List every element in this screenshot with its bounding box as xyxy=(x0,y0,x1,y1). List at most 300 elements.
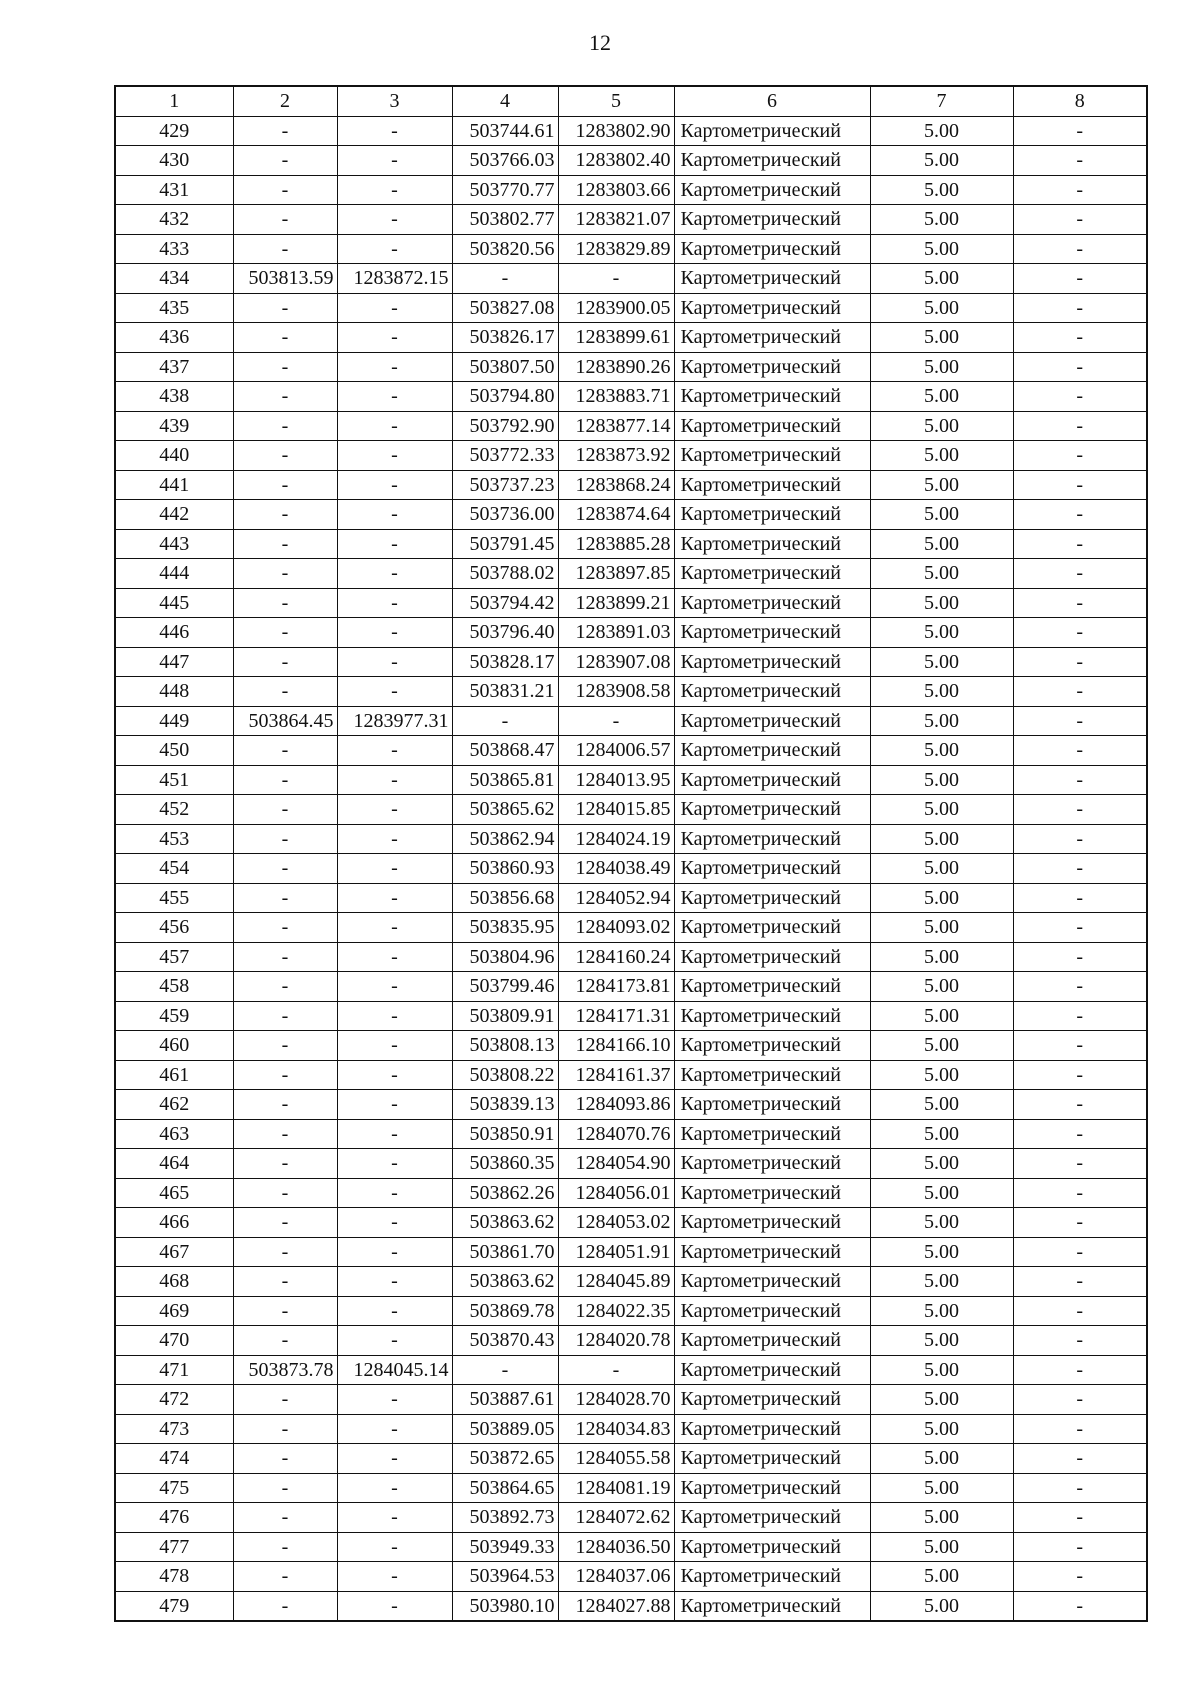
new-y-cell: 1284045.89 xyxy=(558,1267,674,1297)
point-number-cell: 450 xyxy=(115,736,233,766)
point-number-cell: 443 xyxy=(115,529,233,559)
old-y-cell: - xyxy=(337,824,452,854)
accuracy-cell: 5.00 xyxy=(870,175,1013,205)
new-y-cell: 1284160.24 xyxy=(558,942,674,972)
old-x-cell: - xyxy=(233,323,337,353)
method-cell: Картометрический xyxy=(674,264,870,294)
method-cell: Картометрический xyxy=(674,175,870,205)
new-y-cell: 1284052.94 xyxy=(558,883,674,913)
new-y-cell: 1284054.90 xyxy=(558,1149,674,1179)
note-cell: - xyxy=(1013,913,1147,943)
old-y-cell: - xyxy=(337,323,452,353)
accuracy-cell: 5.00 xyxy=(870,1031,1013,1061)
old-x-cell: - xyxy=(233,1237,337,1267)
point-number-cell: 456 xyxy=(115,913,233,943)
old-y-cell: - xyxy=(337,1385,452,1415)
table-row xyxy=(115,677,1147,707)
note-cell: - xyxy=(1013,677,1147,707)
point-number-cell: 460 xyxy=(115,1031,233,1061)
point-number-cell: 475 xyxy=(115,1473,233,1503)
new-y-cell: 1284013.95 xyxy=(558,765,674,795)
note-cell: - xyxy=(1013,441,1147,471)
new-x-cell: 503860.93 xyxy=(452,854,558,884)
method-cell: Картометрический xyxy=(674,1355,870,1385)
accuracy-cell: 5.00 xyxy=(870,677,1013,707)
new-y-cell: 1284036.50 xyxy=(558,1532,674,1562)
new-x-cell: 503868.47 xyxy=(452,736,558,766)
new-y-cell: 1284055.58 xyxy=(558,1444,674,1474)
note-cell: - xyxy=(1013,470,1147,500)
new-x-cell: 503766.03 xyxy=(452,146,558,176)
note-cell: - xyxy=(1013,883,1147,913)
old-y-cell: - xyxy=(337,588,452,618)
point-number-cell: 472 xyxy=(115,1385,233,1415)
note-cell: - xyxy=(1013,1532,1147,1562)
old-y-cell: - xyxy=(337,146,452,176)
point-number-cell: 471 xyxy=(115,1355,233,1385)
old-x-cell: - xyxy=(233,795,337,825)
table-row xyxy=(115,1001,1147,1031)
new-x-cell: 503772.33 xyxy=(452,441,558,471)
accuracy-cell: 5.00 xyxy=(870,795,1013,825)
note-cell: - xyxy=(1013,1060,1147,1090)
new-y-cell: 1283868.24 xyxy=(558,470,674,500)
new-x-cell: 503791.45 xyxy=(452,529,558,559)
new-y-cell: 1283885.28 xyxy=(558,529,674,559)
accuracy-cell: 5.00 xyxy=(870,529,1013,559)
accuracy-cell: 5.00 xyxy=(870,293,1013,323)
note-cell: - xyxy=(1013,1001,1147,1031)
note-cell: - xyxy=(1013,323,1147,353)
old-x-cell: - xyxy=(233,1385,337,1415)
point-number-cell: 432 xyxy=(115,205,233,235)
table-row xyxy=(115,765,1147,795)
method-cell: Картометрический xyxy=(674,706,870,736)
method-cell: Картометрический xyxy=(674,618,870,648)
old-x-cell: - xyxy=(233,824,337,854)
old-x-cell: - xyxy=(233,382,337,412)
accuracy-cell: 5.00 xyxy=(870,1473,1013,1503)
table-row xyxy=(115,1237,1147,1267)
new-x-cell: 503887.61 xyxy=(452,1385,558,1415)
note-cell: - xyxy=(1013,1237,1147,1267)
accuracy-cell: 5.00 xyxy=(870,972,1013,1002)
old-x-cell: - xyxy=(233,1060,337,1090)
table-row xyxy=(115,588,1147,618)
old-x-cell: - xyxy=(233,1414,337,1444)
old-x-cell: - xyxy=(233,146,337,176)
old-y-cell: - xyxy=(337,1532,452,1562)
new-x-cell: 503807.50 xyxy=(452,352,558,382)
method-cell: Картометрический xyxy=(674,1149,870,1179)
new-x-cell: 503863.62 xyxy=(452,1267,558,1297)
new-y-cell: 1283821.07 xyxy=(558,205,674,235)
new-x-cell: 503831.21 xyxy=(452,677,558,707)
note-cell: - xyxy=(1013,1326,1147,1356)
point-number-cell: 465 xyxy=(115,1178,233,1208)
point-number-cell: 466 xyxy=(115,1208,233,1238)
note-cell: - xyxy=(1013,234,1147,264)
method-cell: Картометрический xyxy=(674,116,870,146)
new-y-cell: - xyxy=(558,264,674,294)
new-y-cell: 1284081.19 xyxy=(558,1473,674,1503)
note-cell: - xyxy=(1013,1090,1147,1120)
old-y-cell: - xyxy=(337,1060,452,1090)
table-row xyxy=(115,647,1147,677)
note-cell: - xyxy=(1013,765,1147,795)
method-cell: Картометрический xyxy=(674,1031,870,1061)
new-y-cell: 1283803.66 xyxy=(558,175,674,205)
method-cell: Картометрический xyxy=(674,1562,870,1592)
accuracy-cell: 5.00 xyxy=(870,1591,1013,1621)
new-y-cell: 1283890.26 xyxy=(558,352,674,382)
new-x-cell: 503861.70 xyxy=(452,1237,558,1267)
new-y-cell: 1283802.40 xyxy=(558,146,674,176)
old-x-cell: - xyxy=(233,205,337,235)
point-number-cell: 457 xyxy=(115,942,233,972)
old-y-cell: - xyxy=(337,1444,452,1474)
note-cell: - xyxy=(1013,854,1147,884)
new-x-cell: 503980.10 xyxy=(452,1591,558,1621)
table-row xyxy=(115,1444,1147,1474)
new-y-cell: 1283891.03 xyxy=(558,618,674,648)
old-y-cell: - xyxy=(337,1208,452,1238)
new-y-cell: 1284028.70 xyxy=(558,1385,674,1415)
method-cell: Картометрический xyxy=(674,234,870,264)
accuracy-cell: 5.00 xyxy=(870,883,1013,913)
accuracy-cell: 5.00 xyxy=(870,1562,1013,1592)
old-x-cell: - xyxy=(233,1503,337,1533)
old-x-cell: - xyxy=(233,972,337,1002)
method-cell: Картометрический xyxy=(674,205,870,235)
method-cell: Картометрический xyxy=(674,559,870,589)
old-y-cell: - xyxy=(337,972,452,1002)
new-y-cell: 1283829.89 xyxy=(558,234,674,264)
method-cell: Картометрический xyxy=(674,647,870,677)
old-y-cell: - xyxy=(337,913,452,943)
header-cell: 8 xyxy=(1013,86,1147,116)
accuracy-cell: 5.00 xyxy=(870,1119,1013,1149)
method-cell: Картометрический xyxy=(674,382,870,412)
new-x-cell: 503796.40 xyxy=(452,618,558,648)
accuracy-cell: 5.00 xyxy=(870,1090,1013,1120)
accuracy-cell: 5.00 xyxy=(870,146,1013,176)
accuracy-cell: 5.00 xyxy=(870,854,1013,884)
method-cell: Картометрический xyxy=(674,1532,870,1562)
note-cell: - xyxy=(1013,1119,1147,1149)
old-x-cell: - xyxy=(233,1326,337,1356)
table-row xyxy=(115,1296,1147,1326)
accuracy-cell: 5.00 xyxy=(870,1001,1013,1031)
page-number: 12 xyxy=(589,30,611,55)
method-cell: Картометрический xyxy=(674,913,870,943)
table-row xyxy=(115,1149,1147,1179)
old-x-cell: - xyxy=(233,618,337,648)
header-cell: 1 xyxy=(115,86,233,116)
table-row xyxy=(115,559,1147,589)
old-y-cell: - xyxy=(337,1119,452,1149)
table-row xyxy=(115,382,1147,412)
accuracy-cell: 5.00 xyxy=(870,1355,1013,1385)
old-x-cell: - xyxy=(233,1149,337,1179)
table-row xyxy=(115,913,1147,943)
old-x-cell: - xyxy=(233,1267,337,1297)
old-x-cell: - xyxy=(233,647,337,677)
new-x-cell: 503736.00 xyxy=(452,500,558,530)
old-y-cell: - xyxy=(337,1473,452,1503)
note-cell: - xyxy=(1013,1503,1147,1533)
method-cell: Картометрический xyxy=(674,1178,870,1208)
point-number-cell: 455 xyxy=(115,883,233,913)
old-y-cell: - xyxy=(337,1591,452,1621)
new-x-cell: 503872.65 xyxy=(452,1444,558,1474)
accuracy-cell: 5.00 xyxy=(870,1208,1013,1238)
accuracy-cell: 5.00 xyxy=(870,116,1013,146)
accuracy-cell: 5.00 xyxy=(870,1326,1013,1356)
old-y-cell: - xyxy=(337,1237,452,1267)
method-cell: Картометрический xyxy=(674,146,870,176)
new-y-cell: - xyxy=(558,706,674,736)
new-x-cell: 503799.46 xyxy=(452,972,558,1002)
method-cell: Картометрический xyxy=(674,795,870,825)
note-cell: - xyxy=(1013,559,1147,589)
method-cell: Картометрический xyxy=(674,1326,870,1356)
method-cell: Картометрический xyxy=(674,1267,870,1297)
point-number-cell: 467 xyxy=(115,1237,233,1267)
note-cell: - xyxy=(1013,706,1147,736)
old-x-cell: - xyxy=(233,529,337,559)
new-x-cell: 503744.61 xyxy=(452,116,558,146)
accuracy-cell: 5.00 xyxy=(870,824,1013,854)
new-y-cell: 1284166.10 xyxy=(558,1031,674,1061)
new-y-cell: 1284037.06 xyxy=(558,1562,674,1592)
note-cell: - xyxy=(1013,352,1147,382)
new-y-cell: 1284034.83 xyxy=(558,1414,674,1444)
old-x-cell: - xyxy=(233,677,337,707)
note-cell: - xyxy=(1013,1473,1147,1503)
point-number-cell: 436 xyxy=(115,323,233,353)
table-row xyxy=(115,264,1147,294)
old-x-cell: - xyxy=(233,588,337,618)
table-row xyxy=(115,1031,1147,1061)
accuracy-cell: 5.00 xyxy=(870,441,1013,471)
header-cell: 7 xyxy=(870,86,1013,116)
point-number-cell: 454 xyxy=(115,854,233,884)
note-cell: - xyxy=(1013,175,1147,205)
new-y-cell: 1283900.05 xyxy=(558,293,674,323)
header-cell: 5 xyxy=(558,86,674,116)
method-cell: Картометрический xyxy=(674,1473,870,1503)
old-y-cell: - xyxy=(337,470,452,500)
accuracy-cell: 5.00 xyxy=(870,1414,1013,1444)
table-row xyxy=(115,824,1147,854)
new-x-cell: 503964.53 xyxy=(452,1562,558,1592)
new-y-cell: 1283899.21 xyxy=(558,588,674,618)
note-cell: - xyxy=(1013,1178,1147,1208)
new-y-cell: 1284072.62 xyxy=(558,1503,674,1533)
old-x-cell: 503813.59 xyxy=(233,264,337,294)
point-number-cell: 445 xyxy=(115,588,233,618)
accuracy-cell: 5.00 xyxy=(870,382,1013,412)
old-y-cell: - xyxy=(337,1414,452,1444)
new-x-cell: 503827.08 xyxy=(452,293,558,323)
point-number-cell: 473 xyxy=(115,1414,233,1444)
point-number-cell: 430 xyxy=(115,146,233,176)
new-x-cell: 503949.33 xyxy=(452,1532,558,1562)
point-number-cell: 474 xyxy=(115,1444,233,1474)
old-x-cell: - xyxy=(233,441,337,471)
old-y-cell: - xyxy=(337,1326,452,1356)
table-header xyxy=(115,86,1147,116)
new-x-cell: 503794.80 xyxy=(452,382,558,412)
table-row xyxy=(115,1385,1147,1415)
new-x-cell: 503870.43 xyxy=(452,1326,558,1356)
method-cell: Картометрический xyxy=(674,854,870,884)
accuracy-cell: 5.00 xyxy=(870,264,1013,294)
old-y-cell: - xyxy=(337,647,452,677)
old-y-cell: - xyxy=(337,1503,452,1533)
accuracy-cell: 5.00 xyxy=(870,765,1013,795)
old-y-cell: - xyxy=(337,942,452,972)
new-x-cell: 503737.23 xyxy=(452,470,558,500)
new-x-cell: 503856.68 xyxy=(452,883,558,913)
point-number-cell: 444 xyxy=(115,559,233,589)
old-x-cell: - xyxy=(233,1208,337,1238)
note-cell: - xyxy=(1013,205,1147,235)
old-x-cell: - xyxy=(233,470,337,500)
new-x-cell: - xyxy=(452,264,558,294)
old-y-cell: - xyxy=(337,854,452,884)
accuracy-cell: 5.00 xyxy=(870,706,1013,736)
point-number-cell: 447 xyxy=(115,647,233,677)
table-row xyxy=(115,1414,1147,1444)
table-row xyxy=(115,470,1147,500)
point-number-cell: 461 xyxy=(115,1060,233,1090)
note-cell: - xyxy=(1013,529,1147,559)
new-x-cell: 503809.91 xyxy=(452,1001,558,1031)
new-y-cell: 1284051.91 xyxy=(558,1237,674,1267)
method-cell: Картометрический xyxy=(674,588,870,618)
point-number-cell: 477 xyxy=(115,1532,233,1562)
table-row xyxy=(115,1532,1147,1562)
note-cell: - xyxy=(1013,1414,1147,1444)
new-x-cell: 503770.77 xyxy=(452,175,558,205)
new-y-cell: 1283883.71 xyxy=(558,382,674,412)
table-row xyxy=(115,706,1147,736)
new-y-cell: 1283802.90 xyxy=(558,116,674,146)
table-row xyxy=(115,1326,1147,1356)
old-x-cell: - xyxy=(233,913,337,943)
new-y-cell: 1284027.88 xyxy=(558,1591,674,1621)
old-y-cell: - xyxy=(337,1267,452,1297)
new-y-cell: 1284022.35 xyxy=(558,1296,674,1326)
old-y-cell: - xyxy=(337,441,452,471)
old-y-cell: - xyxy=(337,116,452,146)
table-row xyxy=(115,205,1147,235)
method-cell: Картометрический xyxy=(674,470,870,500)
old-y-cell: 1283977.31 xyxy=(337,706,452,736)
new-x-cell: - xyxy=(452,1355,558,1385)
new-x-cell: 503892.73 xyxy=(452,1503,558,1533)
old-x-cell: - xyxy=(233,1119,337,1149)
note-cell: - xyxy=(1013,411,1147,441)
old-x-cell: - xyxy=(233,1444,337,1474)
new-y-cell: 1284171.31 xyxy=(558,1001,674,1031)
old-y-cell: 1283872.15 xyxy=(337,264,452,294)
table-row xyxy=(115,1178,1147,1208)
old-x-cell: - xyxy=(233,352,337,382)
point-number-cell: 446 xyxy=(115,618,233,648)
note-cell: - xyxy=(1013,618,1147,648)
table-row xyxy=(115,1060,1147,1090)
old-x-cell: - xyxy=(233,883,337,913)
header-row xyxy=(115,86,1147,116)
table-row xyxy=(115,1591,1147,1621)
note-cell: - xyxy=(1013,293,1147,323)
table-row xyxy=(115,323,1147,353)
point-number-cell: 458 xyxy=(115,972,233,1002)
old-y-cell: - xyxy=(337,765,452,795)
table-row xyxy=(115,736,1147,766)
table-row xyxy=(115,411,1147,441)
new-x-cell: 503865.81 xyxy=(452,765,558,795)
accuracy-cell: 5.00 xyxy=(870,1296,1013,1326)
method-cell: Картометрический xyxy=(674,1119,870,1149)
old-y-cell: - xyxy=(337,677,452,707)
new-y-cell: 1284056.01 xyxy=(558,1178,674,1208)
old-y-cell: - xyxy=(337,234,452,264)
old-y-cell: - xyxy=(337,883,452,913)
new-y-cell: 1284053.02 xyxy=(558,1208,674,1238)
point-number-cell: 437 xyxy=(115,352,233,382)
accuracy-cell: 5.00 xyxy=(870,942,1013,972)
coordinates-table xyxy=(114,85,1148,1622)
accuracy-cell: 5.00 xyxy=(870,205,1013,235)
old-x-cell: - xyxy=(233,1178,337,1208)
old-y-cell: - xyxy=(337,559,452,589)
note-cell: - xyxy=(1013,1385,1147,1415)
method-cell: Картометрический xyxy=(674,529,870,559)
new-x-cell: 503826.17 xyxy=(452,323,558,353)
point-number-cell: 462 xyxy=(115,1090,233,1120)
old-x-cell: - xyxy=(233,1031,337,1061)
old-x-cell: - xyxy=(233,293,337,323)
note-cell: - xyxy=(1013,972,1147,1002)
accuracy-cell: 5.00 xyxy=(870,1149,1013,1179)
old-x-cell: - xyxy=(233,1532,337,1562)
new-y-cell: 1284006.57 xyxy=(558,736,674,766)
old-x-cell: - xyxy=(233,1562,337,1592)
method-cell: Картометрический xyxy=(674,1444,870,1474)
note-cell: - xyxy=(1013,942,1147,972)
note-cell: - xyxy=(1013,1562,1147,1592)
point-number-cell: 438 xyxy=(115,382,233,412)
header-cell: 4 xyxy=(452,86,558,116)
table-row xyxy=(115,352,1147,382)
table-row xyxy=(115,1267,1147,1297)
point-number-cell: 441 xyxy=(115,470,233,500)
note-cell: - xyxy=(1013,500,1147,530)
table-row xyxy=(115,175,1147,205)
old-y-cell: - xyxy=(337,795,452,825)
point-number-cell: 435 xyxy=(115,293,233,323)
method-cell: Картометрический xyxy=(674,883,870,913)
accuracy-cell: 5.00 xyxy=(870,323,1013,353)
point-number-cell: 440 xyxy=(115,441,233,471)
new-x-cell: 503862.94 xyxy=(452,824,558,854)
method-cell: Картометрический xyxy=(674,1001,870,1031)
point-number-cell: 449 xyxy=(115,706,233,736)
